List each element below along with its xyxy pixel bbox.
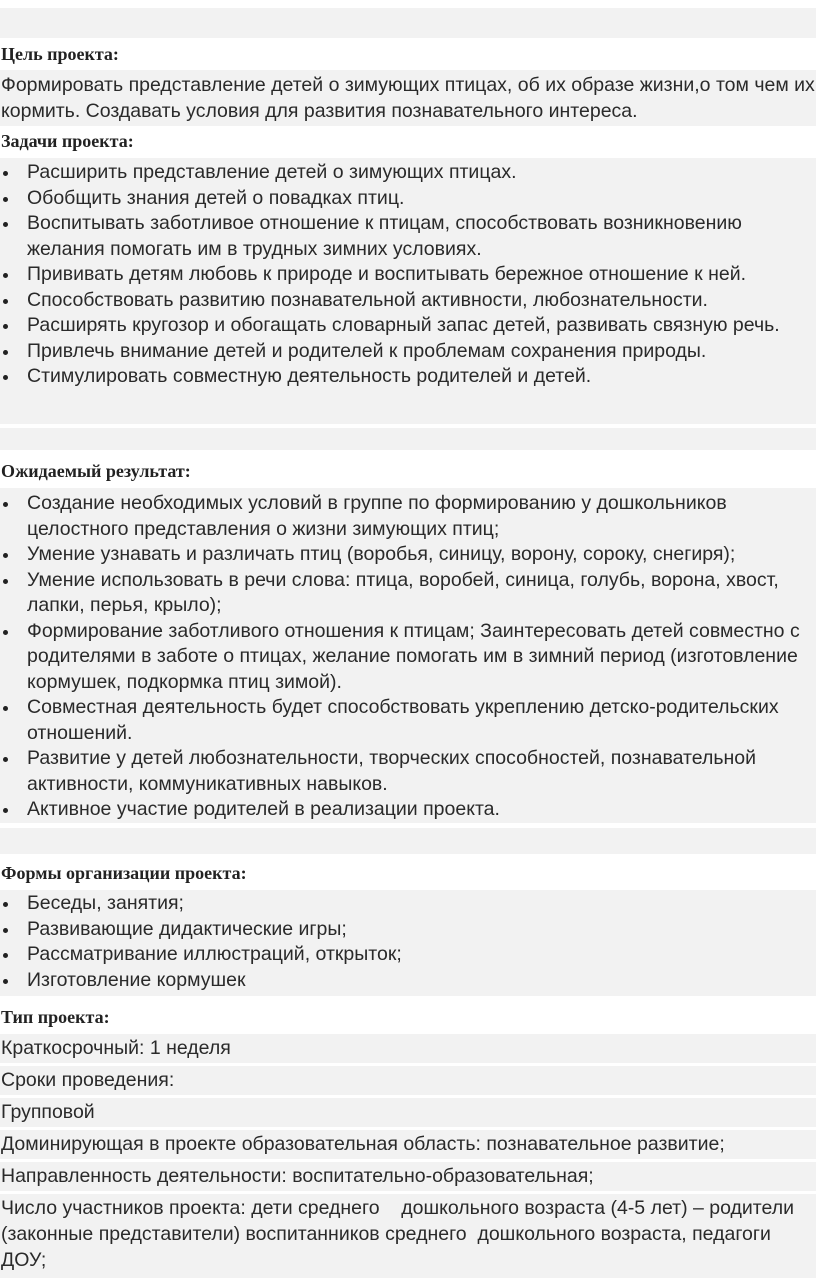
- spacer-band: [0, 428, 816, 450]
- list-item: Беседы, занятия;: [0, 891, 816, 917]
- list-item: Воспитывать заботливое отношение к птицам, способствовать возникновению желания помогать им в трудных зимних условиях.: [0, 211, 816, 262]
- bullet-icon: [3, 902, 8, 907]
- bullet-icon: [3, 299, 8, 304]
- list-item: Формирование заботливого отношения к птицам; Заинтересовать детей совместно с родителями в заботе о птицах, желание помогать им в зимний период (изготовление кормушек, подкормка птиц зимой).: [0, 619, 816, 696]
- list-item: Прививать детям любовь к природе и воспитывать бережное отношение к ней.: [0, 262, 816, 288]
- bullet-icon: [3, 324, 8, 329]
- list-item: Развитие у детей любознательности, творческих способностей, познавательной активности, коммуникативных навыков.: [0, 746, 816, 797]
- results-band: [0, 488, 816, 823]
- bullet-icon: [3, 502, 8, 507]
- list-item: Изготовление кормушек: [0, 968, 816, 994]
- results-heading: Ожидаемый результат:: [1, 461, 191, 481]
- tasks-band: [0, 158, 816, 424]
- project-dates: Сроки проведения:: [0, 1066, 816, 1095]
- goal-heading: Цель проекта:: [1, 44, 119, 64]
- bullet-icon: [3, 953, 8, 958]
- list-item: Умение узнавать и различать птиц (воробья, синицу, ворону, сороку, снегиря);: [0, 542, 816, 568]
- bullet-icon: [3, 350, 8, 355]
- type-heading: Тип проекта:: [1, 1007, 110, 1027]
- list-item: Создание необходимых условий в группе по формированию у дошкольников целостного представления о жизни зимующих птиц;: [0, 491, 816, 542]
- top-band: [0, 8, 816, 38]
- bullet-icon: [3, 928, 8, 933]
- bullet-icon: [3, 553, 8, 558]
- project-domain: Доминирующая в проекте образовательная область: познавательное развитие;: [0, 1130, 816, 1159]
- tasks-list: [0, 158, 816, 390]
- bullet-icon: [3, 630, 8, 635]
- forms-heading: Формы организации проекта:: [1, 863, 247, 883]
- forms-list: [0, 890, 816, 993]
- list-item: Привлечь внимание детей и родителей к проблемам сохранения природы.: [0, 339, 816, 365]
- list-item: Расширить представление детей о зимующих птицах.: [0, 160, 816, 186]
- bullet-icon: [3, 273, 8, 278]
- bullet-icon: [3, 579, 8, 584]
- project-participants: Число участников проекта: дети среднего дошкольного возраста (4-5 лет) – родители (законные представители) воспитанников среднего дошкольного возраста, педагоги ДОУ;: [0, 1194, 816, 1278]
- list-item: Совместная деятельность будет способствовать укреплению детско-родительских отношений.: [0, 695, 816, 746]
- list-item: Активное участие родителей в реализации проекта.: [0, 797, 816, 823]
- list-item: Умение использовать в речи слова: птица, воробей, синица, голубь, ворона, хвост, лапки, перья, крыло);: [0, 568, 816, 619]
- bullet-icon: [3, 171, 8, 176]
- bullet-icon: [3, 979, 8, 984]
- tasks-heading: Задачи проекта:: [1, 131, 134, 151]
- goal-text: Формировать представление детей о зимующих птицах, об их образе жизни,о том чем их кормить. Создавать условия для развития познавательного интереса.: [0, 70, 816, 126]
- bullet-icon: [3, 706, 8, 711]
- project-duration: Краткосрочный: 1 неделя: [0, 1034, 816, 1063]
- bullet-icon: [3, 808, 8, 813]
- forms-band: [0, 890, 816, 996]
- list-item: Обобщить знания детей о повадках птиц.: [0, 186, 816, 212]
- list-item: Расширять кругозор и обогащать словарный запас детей, развивать связную речь.: [0, 313, 816, 339]
- list-item: Рассматривание иллюстраций, открыток;: [0, 942, 816, 968]
- bullet-icon: [3, 375, 8, 380]
- bullet-icon: [3, 222, 8, 227]
- results-list: [0, 488, 816, 823]
- list-item: Способствовать развитию познавательной активности, любознательности.: [0, 288, 816, 314]
- project-direction: Направленность деятельности: воспитательно-образовательная;: [0, 1162, 816, 1191]
- list-item: Развивающие дидактические игры;: [0, 917, 816, 943]
- project-format: Групповой: [0, 1098, 816, 1127]
- bullet-icon: [3, 757, 8, 762]
- bullet-icon: [3, 197, 8, 202]
- list-item: Стимулировать совместную деятельность родителей и детей.: [0, 364, 816, 390]
- spacer-band: [0, 828, 816, 854]
